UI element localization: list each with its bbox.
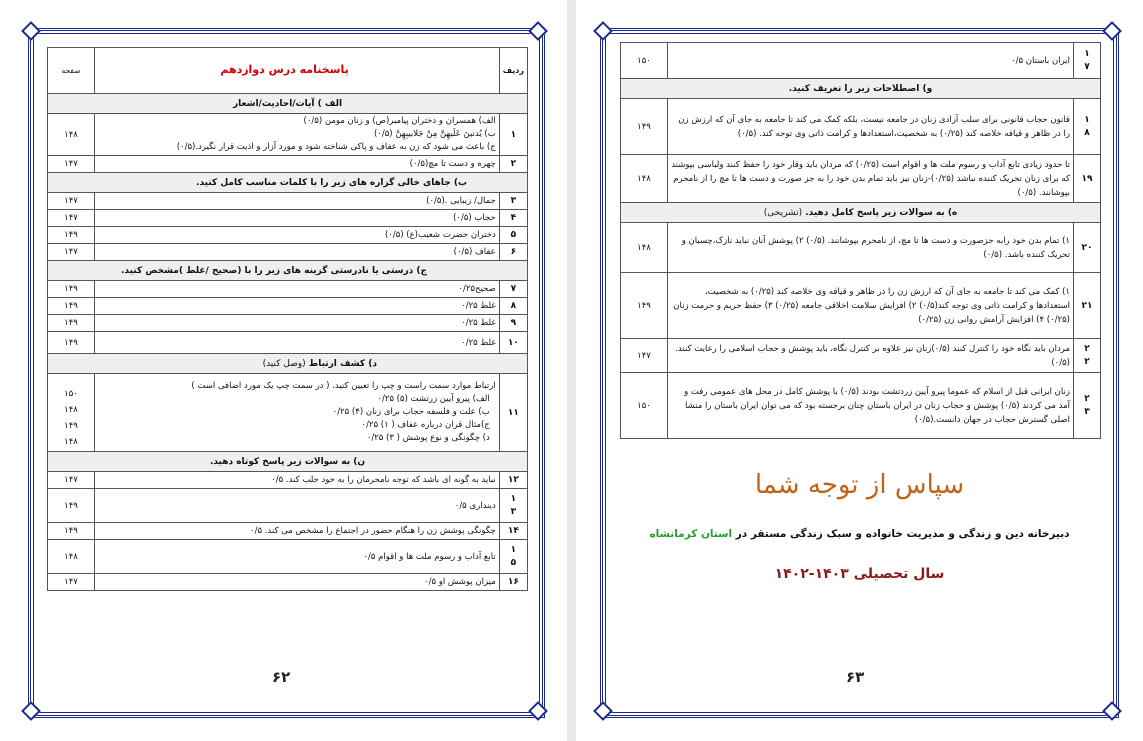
answer-text: غلط ۰/۲۵ [95,298,500,315]
answer-line: ج) باعث می شود که زن به عفاف و پاکی شناخته شود و مورد آزار و اذیت قرار نگیرد.(۰/۵) [176,142,496,152]
answer-text: زنان ایرانی قبل از اسلام که عموما پیرو آیین زردتشت بودند (۰/۵) با پوشش کامل در محل های عمومی رفت و آمد می کردند (۰/۵) پوشش و حجاب زنان در ایران باستان چنان برجسته بود که می توان ایران باستان را منشا اصلی گسترش حجاب در جهان دانست.(۰/۵) [668,373,1074,439]
table-row [48,315,528,332]
province-name: استان کرمانشاه [649,528,733,540]
thanks-title: سپاس از توجه شما [754,470,965,500]
answer-text: جمال/ زیبایی .(۰/۵) [95,193,500,210]
answer-line: الف) همسران و دختران پیامبر(ص) و زنان مومن (۰/۵) [303,116,496,126]
table-row [48,332,528,354]
organization-text: دبیرخانه دین و زندگی و مدیریت خانواده و سبک زندگی مستقر در [735,528,1070,540]
question-number: ۸ [499,298,527,315]
page-reference: ۱۴۸ [64,405,78,415]
answer-table-left [47,47,528,591]
page-reference: ۱۴۷ [48,472,95,489]
question-number: ۹ [499,315,527,332]
page-number: ۶۲ [272,668,291,686]
table-row [621,155,1101,203]
section-he-heading: ن) به سوالات زیر پاسخ کوتاه دهید. [48,452,528,472]
table-row [48,281,528,298]
answer-table-right [620,42,1101,439]
question-number: ۱ ۸ [1074,99,1101,155]
page-reference: ۱۴۹ [621,273,668,339]
answer-text: قانون حجاب قانونی برای سلب آزادی زنان در جامعه نیست، بلکه کمک می کند تا جامعه به جای آن که ارزش زن را در ظاهر و قیافه خلاصه کند (۰/۲۵) به شخصیت،استعدادها و کرامت ذاتی وی توجه کند. (۰/۵) [668,99,1074,155]
question-number: ۲ ۲ [1074,339,1101,373]
table-row [48,210,528,227]
table-row [48,156,528,173]
section-row [48,354,528,374]
answer-text: ۱) تمام بدن خود رابه جزصورت و دست ها تا مچ، از نامحرم بپوشانند. (۰/۵) ۲) پوشش آنان نباید نازک،چسبان و تحریک کننده باشد. (۰/۵) [668,223,1074,273]
section-he-note: (تشریحی) [763,207,803,218]
page-reference: ۱۴۹ [48,489,95,523]
question-number: ۴ [499,210,527,227]
question-number: ۵ [499,227,527,244]
table-row [48,523,528,540]
table-row [48,472,528,489]
page-reference: ۱۵۰ [621,43,668,79]
page-reference: ۱۴۹ [48,315,95,332]
section-be-heading: ب) جاهای خالی گزاره های زیر را با کلمات مناسب کامل کنید. [48,173,528,193]
section-row [48,94,528,114]
answer-text: دختران حضرت شعیب(ع) (۰/۵) [95,227,500,244]
question-number: ۲ [499,156,527,173]
page-reference: ۱۴۷ [48,156,95,173]
section-row [621,203,1101,223]
page-reference: ۱۴۸ [621,223,668,273]
question-number: ۱ ۵ [499,540,527,574]
question-number: ۱۹ [1074,155,1101,203]
page-reference: ۱۴۸ [64,437,78,447]
page-62 [0,0,567,741]
answer-text: تا حدود زیادی تابع آداب و رسوم ملت ها و اقوام است (۰/۲۵) که مردان باید وقار خود را حفظ کنند ولباسی بپوشند که برای زنان تحریک کننده نباشد (۰/۲۵)-زنان نیز باید تمام بدن خود را به جز صورت و دست ها تا مچ را از نامحرم بپوشانند. (۰/۵) [668,155,1074,203]
answer-line: ب) یُدنینَ عَلَیهِنَّ مِنْ جَلابیبِهِنَّ (۰/۵) [373,129,496,139]
answer-text: چگونگی پوشش زن را هنگام حضور در اجتماع را مشخص می کند. ۰/۵ [95,523,500,540]
question-number: ۱ ۳ [499,489,527,523]
page-reference: ۱۴۷ [48,193,95,210]
page-reference: ۱۴۸ [621,155,668,203]
question-number: ۲ ۳ [1074,373,1101,439]
page-reference: ۱۴۹ [621,99,668,155]
question-number: ۱ [499,114,527,156]
table-row [621,223,1101,273]
section-dal-heading: د) کشف ارتباط [308,358,377,369]
page-column-header: صفحه [48,48,95,94]
page-reference: ۱۵۰ [64,389,78,399]
answer-line: ارتباط موارد سمت راست و چپ را تعیین کنید. ( در سمت چپ یک مورد اضافی است ) [191,381,496,391]
question-number: ۱۴ [499,523,527,540]
answer-line: ج)مثال قران درباره عفاف ( ۱) ۰/۲۵ [361,420,490,430]
answer-text: ایران باستان ۰/۵ [668,43,1074,79]
answer-text: غلط ۰/۲۵ [95,315,500,332]
table-row [48,114,528,156]
table-row [48,374,528,452]
section-dal-note: (وصل کنید) [262,358,306,369]
question-number: ۱۶ [499,574,527,591]
answer-line: د) چگونگی و نوع پوشش ( ۳) ۰/۲۵ [366,433,490,443]
answer-text: نباید به گونه ای باشد که توجه نامحرمان را به خود جلب کند. ۰/۵ [95,472,500,489]
page-reference: ۱۴۹ [64,421,78,431]
page-reference: ۱۴۹ [48,298,95,315]
academic-year: سال تحصیلی ۱۴۰۳-۱۴۰۲ [774,566,945,582]
page-reference: ۱۴۹ [48,281,95,298]
table-row [48,227,528,244]
table-row [48,193,528,210]
section-row [621,79,1101,99]
table-row [621,339,1101,373]
question-number: ۷ [499,281,527,298]
page-reference: ۱۴۷ [621,339,668,373]
answer-text: چهره و دست تا مچ(۰/۵) [95,156,500,173]
page-reference: ۱۴۹ [48,332,95,354]
answer-text: تابع آداب و رسوم ملت ها و اقوام ۰/۵ [95,540,500,574]
page-number: ۶۳ [846,668,865,686]
page-63 [576,0,1143,741]
answer-text: دینداری ۰/۵ [95,489,500,523]
question-number: ۱۲ [499,472,527,489]
table-row [621,43,1101,79]
section-he-heading: ه) به سوالات زیر پاسخ کامل دهید. [805,207,958,218]
answer-text: حجاب (۰/۵) [95,210,500,227]
page-reference: ۱۴۹ [48,227,95,244]
answer-text: غلط ۰/۲۵ [95,332,500,354]
question-number: ۱۱ [499,374,527,452]
page-reference: ۱۵۰ [621,373,668,439]
answer-text: صحیح۰/۲۵ [95,281,500,298]
page-reference: ۱۴۸ [48,540,95,574]
table-row [621,273,1101,339]
section-row [48,261,528,281]
answer-text: ۱) کمک می کند تا جامعه به جای آن که ارزش زن را در ظاهر و قیافه وی خلاصه کند (۰/۲۵) به شخصیت، استعدادها و کرامت ذاتی وی توجه کند(۰/۵) ۲) افزایش سلامت اخلاقی جامعه (۰/۲۵) ۳) حفظ حریم و حرمت زنان (۰/۲۵) ۴) افزایش آرامش روانی زن (۰/۲۵) [668,273,1074,339]
table-row [48,298,528,315]
section-vav-heading: و) اصطلاحات زیر را تعریف کنید. [621,79,1101,99]
table-row [621,373,1101,439]
section-row [48,173,528,193]
answer-text: مردان باید نگاه خود را کنترل کنند (۰/۵)زنان نیز علاوه بر کنترل نگاه، باید پوشش و حجاب اسلامی را رعایت کنند.(۰/۵) [668,339,1074,373]
answer-line: ب) علت و فلسفه حجاب برای زنان (۴) ۰/۲۵ [332,407,490,417]
section-jim-heading: ج) درستی یا نادرستی گزینه های زیر را با (صحیح /غلط )مشخص کنید. [48,261,528,281]
table-row [48,244,528,261]
answer-text: عفاف (۰/۵) [95,244,500,261]
answer-line: الف) پیرو آیین زرتشت (۵) ۰/۲۵ [377,394,490,404]
question-number: ۱۰ [499,332,527,354]
table-row [621,99,1101,155]
organization-line [576,528,1143,540]
table-row [48,574,528,591]
question-number: ۲۰ [1074,223,1101,273]
question-number: ۳ [499,193,527,210]
page-reference: ۱۴۸ [48,114,95,156]
table-row [48,540,528,574]
page-reference: ۱۴۷ [48,574,95,591]
page-reference: ۱۴۷ [48,244,95,261]
section-alef-heading: الف ) آیات/احادیث/اشعار [48,94,528,114]
page-reference: ۱۴۷ [48,210,95,227]
table-row [48,489,528,523]
question-number: ۲۱ [1074,273,1101,339]
table-header-row [48,48,528,94]
section-row [48,452,528,472]
radif-header: ردیف [499,48,527,94]
question-number: ۱ ۷ [1074,43,1101,79]
answer-key-title: پاسخنامه درس دوازدهم [220,63,349,76]
question-number: ۶ [499,244,527,261]
answer-text: میزان پوشش او ۰/۵ [95,574,500,591]
page-reference: ۱۴۹ [48,523,95,540]
